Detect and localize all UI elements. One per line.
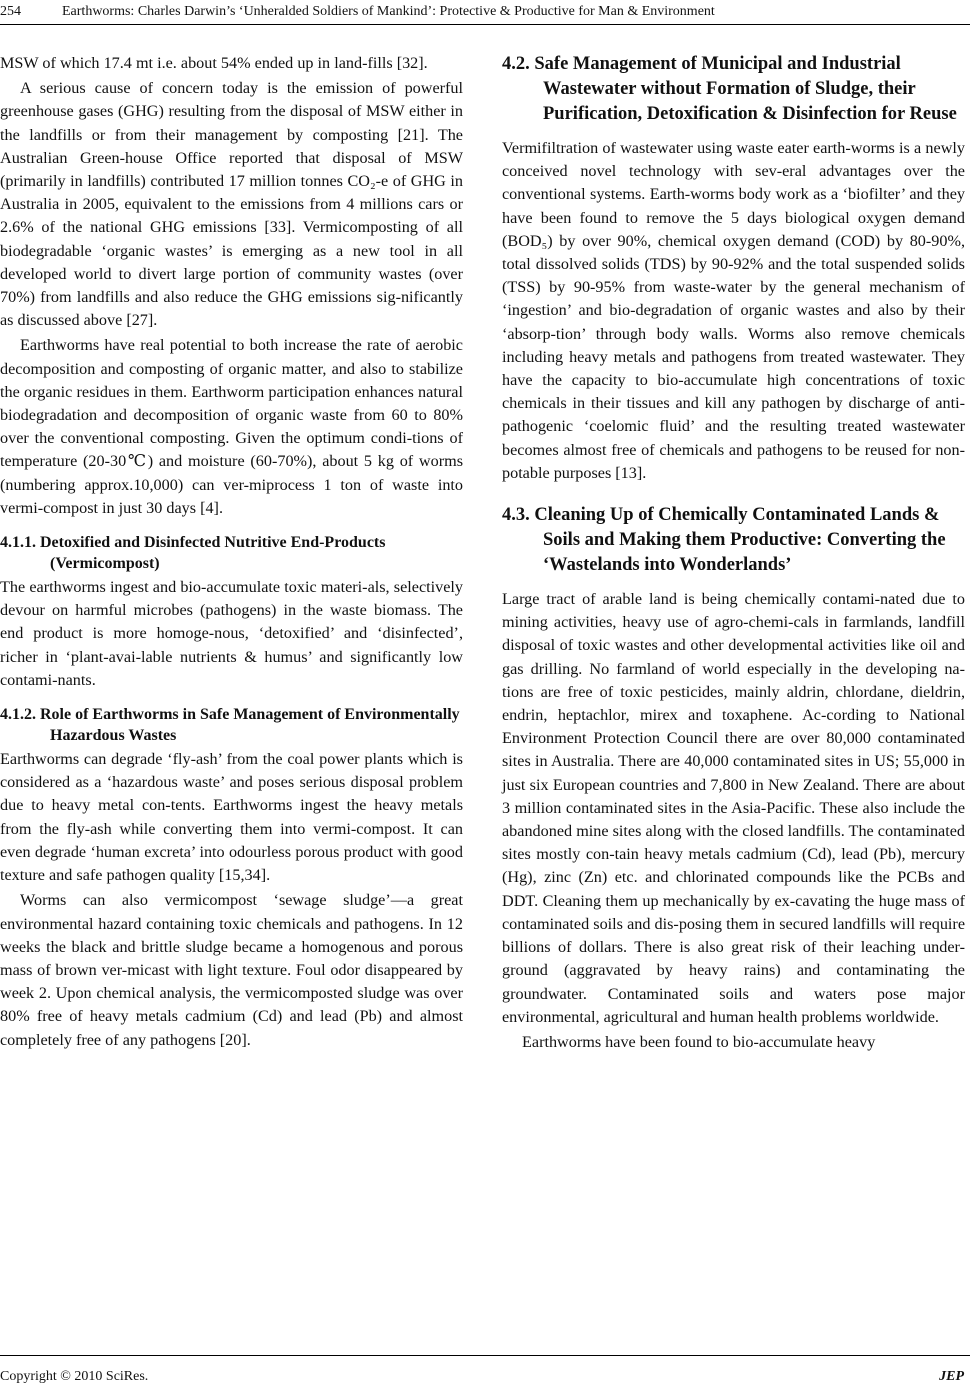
page-number: 254	[0, 4, 21, 19]
left-column	[0, 52, 463, 1052]
copyright-notice: Copyright © 2010 SciRes.	[0, 1369, 149, 1384]
paragraph: Earthworms have real potential to both increase the rate of aerobic decomposition and composting of organic matter, and also to stabilize the organic residues in them. Earthworm participation enhances natural biodegradation and decomposition of organic waste from 60 to 80% over the conventional composting. Given the optimum condi-tions of temperature (20-30℃) and moisture (60-70%), about 5 kg of worms (numbering approx.10,000) can ver-miprocess 1 ton of waste into vermi-compost in just 30 days [4].	[0, 336, 463, 517]
subsection-heading-4-1-1: 4.1.1. Detoxified and Disinfected Nutritive End-Products (Vermicompost)	[0, 534, 386, 573]
paragraph: MSW of which 17.4 mt i.e. about 54% ended up in land-fills [32].	[0, 54, 428, 72]
paragraph: A serious cause of concern today is the emission of powerful greenhouse gases (GHG) resulting from the disposal of MSW either in the landfills or from their management by composting [21]. The Australian Green-house Office reported that disposal of MSW (primarily in landfills) contributed 17 million tonnes CO₂-e of GHG in Australia in 2005, equivalent to the emissions from 4 millions cars or 2.6% of the national GHG emissions [33]. Vermicomposting of all biodegradable ‘organic wastes’ is emerging as a new tool in all developed world to divert large portion of community wastes (over 70%) from landfills and also reduce the GHG emissions sig-nificantly as discussed above [27].	[0, 79, 463, 330]
page-footer	[0, 1355, 970, 1385]
section-heading-4-2: 4.2. Safe Management of Municipal and Industrial Wastewater without Formation of Sludge, their Purification, Detoxification & Disinfection for Reuse	[502, 54, 957, 124]
paragraph: The earthworms ingest and bio-accumulate toxic materi-als, selectively devour on harmful microbes (pathogens) in the waste biomass. The end product is more homoge-nous, ‘detoxified’ and ‘disinfected’, richer in ‘plant-avai-lable nutrients & humus’ and significantly low contami-nants.	[0, 578, 463, 689]
paragraph: Large tract of arable land is being chemically contami-nated due to mining activities, heavy use of agro-chemi-cals in farmlands, landfill disposal of toxic wastes and other developmental activities like oil and gas drilling. No farmland of world especially in the developing na-tions are free of toxic pesticides, mainly aldrin, chlordane, dieldrin, endrin, heptachlor, mirex and toxaphene. Ac-cording to National Environment Protection Council there are over 80,000 contaminated sites in Australia. There are 40,000 contaminated sites in US; 55,000 in just six European countries and 7,800 in New Zealand. There are about 3 million contaminated sites in the Asia-Pacific. These also include the abandoned mine sites along with the closed landfills. The contaminated sites mostly con-tain heavy metals cadmium (Cd), lead (Pb), mercury (Hg), zinc (Zn) etc. and chlorinated compounds like the PCBs and DDT. Cleaning them up mechanically by ex-cavating the huge mass of contaminated soils and dis-posing them in secured landfills will require billions of dollars. There is also great risk of their leaching under-ground (aggravated by heavy rains) and contaminating the groundwater. Contaminated soils and waters pose major environmental, agricultural and human health problems worldwide.	[502, 590, 965, 1026]
section-heading-4-3: 4.3. Cleaning Up of Chemically Contaminated Lands & Soils and Making them Productive: Converting the ‘Wastelands into Wonderlands’	[502, 505, 946, 576]
paragraph: Earthworms can degrade ‘fly-ash’ from the coal power plants which is considered as a ‘hazardous waste’ and poses serious disposal problem due to heavy metal con-tents. Earthworms ingest the heavy metals from the fly-ash while converting them into vermi-compost. It can even degrade ‘human excreta’ into odourless porous product with good texture and safe pathogen quality [15,34].	[0, 750, 463, 885]
right-column	[502, 52, 965, 1054]
page-header	[0, 0, 970, 28]
header-rule	[0, 24, 970, 25]
subsection-heading-4-1-2: 4.1.2. Role of Earthworms in Safe Management of Environmentally Hazardous Wastes	[0, 706, 460, 745]
journal-abbreviation: JEP	[939, 1369, 964, 1384]
paragraph: Vermifiltration of wastewater using waste eater earth-worms is a newly conceived novel technology with sev-eral advantages over the conventional systems. Earth-worms body work as a ‘biofilter’ and they have been found to remove the 5 days biological oxygen demand (BOD₅) by over 90%, chemical oxygen demand (COD) by 80-90%, total dissolved solids (TDS) by 90-92% and the total suspended solids (TSS) by 90-95% from waste-water by the general mechanism of ‘ingestion’ and bio-degradation of organic wastes and also by their ‘absorp-tion’ through body walls. Worms also remove chemicals including heavy metals and pathogens from treated wastewater. They have the capacity to bio-accumulate high concentrations of toxic chemicals in their tissues and kill any pathogen by discharge of anti-pathogenic ‘coelomic fluid’ and the resulting treated wastewater becomes almost free of chemicals and pathogens to be reused for non-potable purposes [13].	[502, 139, 965, 482]
footer-rule	[0, 1355, 970, 1356]
paragraph: Worms can also vermicompost ‘sewage sludge’—a great environmental hazard containing toxic chemicals and pathogens. In 12 weeks the black and brittle sludge became a homogenous and porous mass of brown ver-micast with light texture. Foul odor disappeared by week 2. Upon chemical analysis, the vermicomposted sludge was over 80% free of heavy metals cadmium (Cd) and lead (Pb) and almost completely free of any pathogens [20].	[0, 891, 463, 1049]
running-title: Earthworms: Charles Darwin’s ‘Unheralded Soldiers of Mankind’: Protective & Productive for Man & Environment	[62, 4, 715, 19]
paragraph: Earthworms have been found to bio-accumulate heavy	[522, 1032, 876, 1051]
